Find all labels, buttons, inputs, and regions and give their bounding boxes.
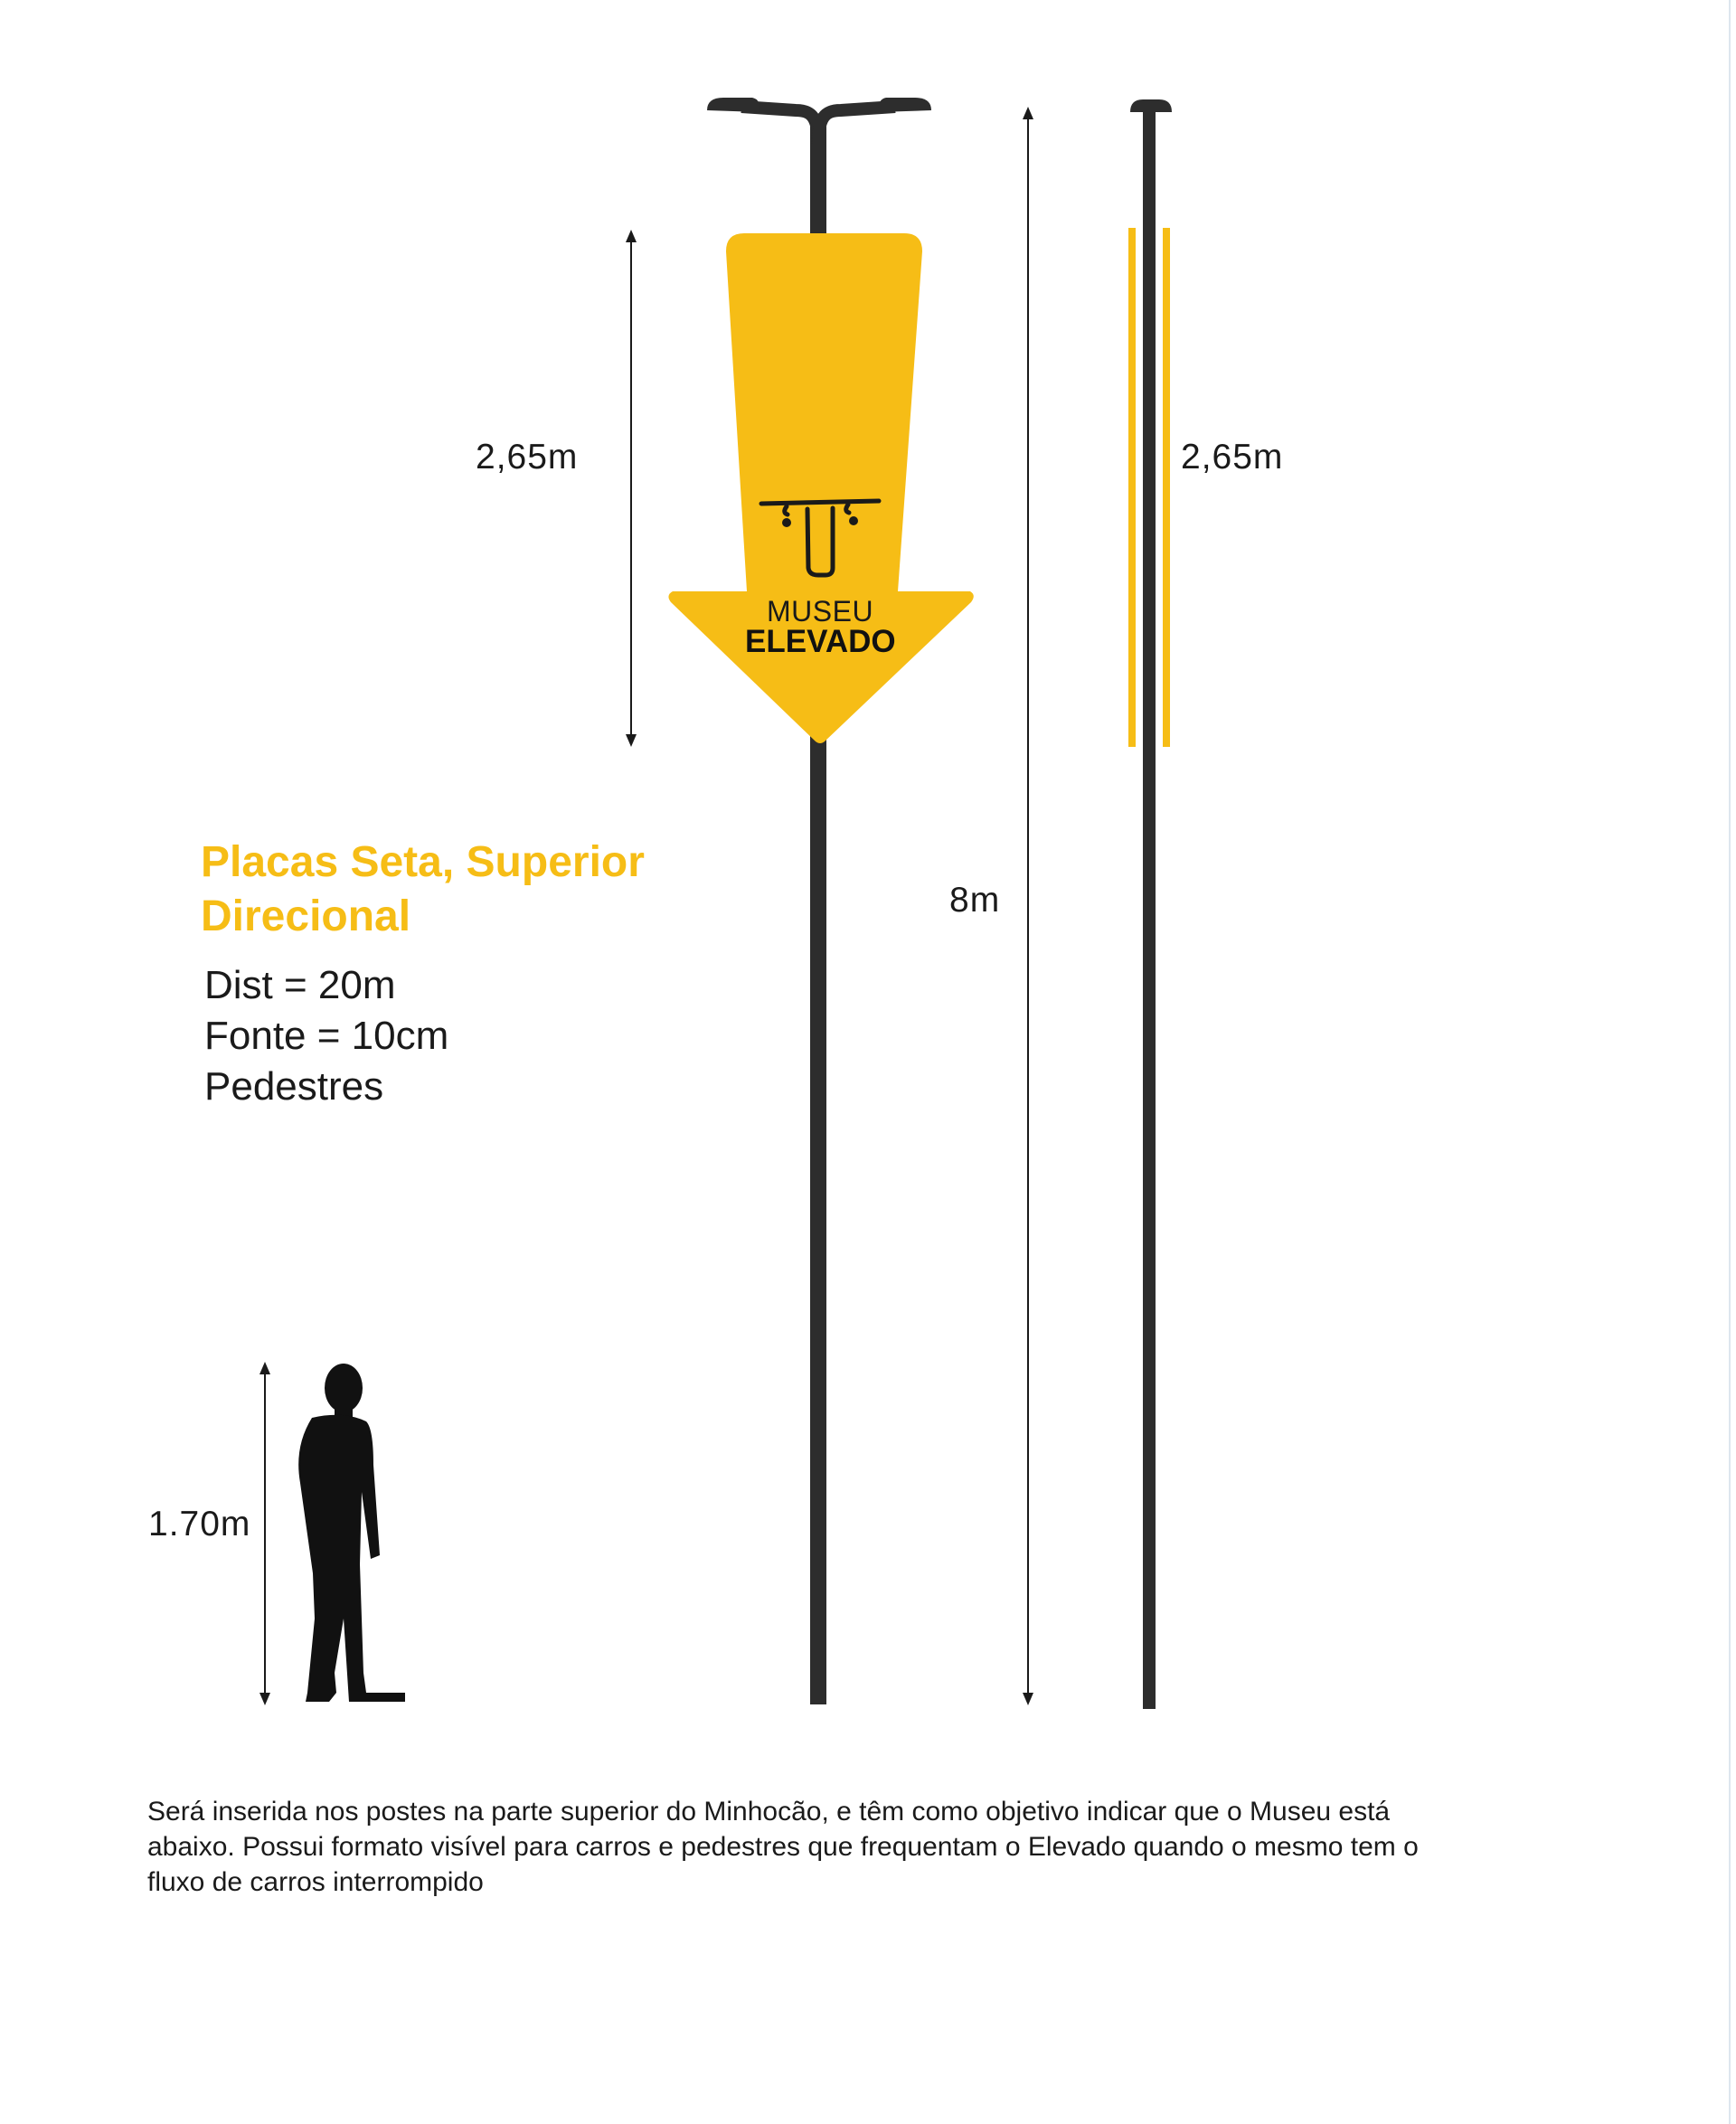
front-right-lamp bbox=[879, 98, 931, 112]
dim-arrow-pole-bottom bbox=[1023, 1693, 1033, 1705]
dim-label-sign-side: 2,65m bbox=[1181, 438, 1284, 477]
dim-label-person: 1.70m bbox=[148, 1505, 251, 1543]
dim-arrow-sign-top bbox=[626, 230, 637, 242]
dim-arrow-person-top bbox=[259, 1362, 270, 1374]
front-left-lamp bbox=[707, 98, 760, 112]
spec-audience: Pedestres bbox=[204, 1064, 384, 1109]
description-paragraph: Será inserida nos postes na parte superior do Minhocão, e têm como objetivo indicar que o Museu está abaixo. Possui formato visível para carros e pedestres que frequentam o Elevado quando o mesmo tem o fluxo de carros interrompido bbox=[147, 1797, 1419, 1897]
sign-subtitle: Direcional bbox=[201, 892, 411, 940]
side-sign-panel-right bbox=[1163, 228, 1170, 747]
spec-font-size: Fonte = 10cm bbox=[204, 1014, 449, 1058]
arrow-sign bbox=[668, 233, 973, 743]
side-pole bbox=[1128, 99, 1172, 1709]
spec-distance: Dist = 20m bbox=[204, 963, 396, 1007]
dim-label-pole: 8m bbox=[949, 881, 1001, 920]
dim-arrow-sign-bottom bbox=[626, 734, 637, 747]
dim-arrow-pole-top bbox=[1023, 107, 1033, 119]
side-pole-cap bbox=[1130, 99, 1172, 112]
front-pole-left-arm bbox=[741, 107, 818, 145]
person-silhouette bbox=[298, 1364, 405, 1702]
sign-title: Placas Seta, Superior bbox=[201, 838, 645, 886]
dim-arrow-person-bottom bbox=[259, 1693, 270, 1705]
front-pole-right-arm bbox=[818, 107, 895, 145]
dim-label-sign-front: 2,65m bbox=[476, 438, 579, 477]
side-sign-panel-left bbox=[1128, 228, 1136, 747]
sign-logo-line2: ELEVADO bbox=[745, 624, 896, 659]
side-pole-shaft bbox=[1143, 110, 1156, 1709]
sign-logo-line1: MUSEU bbox=[767, 595, 874, 628]
